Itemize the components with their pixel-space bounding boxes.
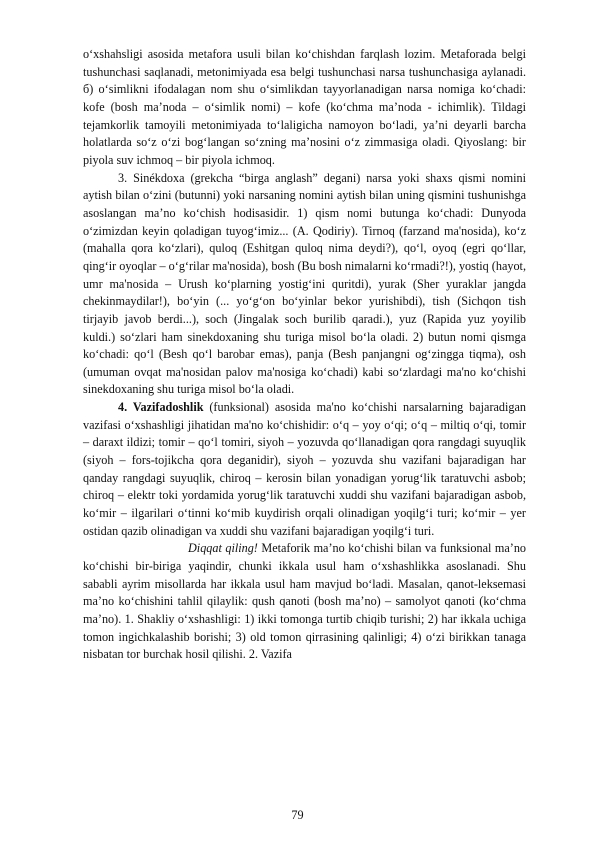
- attention-label: Diqqat qiling!: [188, 541, 258, 556]
- paragraph-metonymy-continued: o‘xshahsligi asosida metafora usuli bilan ko‘chishdan farqlash lozim. Metaforada belgi tushunchasi saqlanadi, metonimiyada esa belgi tushunchasi narsa tushunchasiga aylanadi. б) o‘simlikni ifodalagan nom shu o‘simlikdan tayyorlanadigan narsa nomiga ko‘chadi: kofe (bosh ma’noda – o‘simlik nomi) – kofe (ko‘chma ma’noda - ichimlik). Tildagi tejamkorlik tamoyili metonimiyada to‘laligicha namoyon bo‘ladi, ya’ni deyarli barcha holatlarda so‘z o‘zi bog‘langan so‘zning ma’nosini o‘z zimmasiga oladi. Qiyoslang: bir piyola suv ichmoq – bir piyola ichmoq.: [83, 47, 526, 167]
- paragraph-functional-text: (funksional) asosida ma'no ko‘chishi narsalarning bajaradigan vazifasi o‘xshashligi jihatidan ma'no ko‘chishidir: o‘q – yoy o‘qi; o‘q – miltiq o‘qi, tomir – daraxt ildizi; tomir – qo‘l tomiri, siyoh – yozuvda qo‘llanadigan qora rangdagi suyuqlik (siyoh – fors-tojikcha qora deganidir), siyoh – yozuvda shu vazifani bajaradigan har qanday rangdagi suyuqlik, chiroq – kerosin bilan yonadigan yorug‘lik taratuvchi asbob; chiroq – elektr toki yordamida yorug‘lik taratuvchi xuddi shu vazifani bajaradigan asbob, ko‘mir – ilgarilari o‘tinni ko‘mib kuydirish orqali olinadigan yoqilg‘i turi; ko‘mir – yer ostidan qazib olinadigan va xuddi shu vazifani bajaradigan yoqilg‘i turi.: [83, 400, 526, 538]
- attention-note-text: Metaforik ma’no ko‘chishi bilan va funksional ma’no ko‘chishi bir-biriga yaqindir, chunki ikkala usul ham o‘xshashlikka asoslanadi. Shu sababli ayrim misollarda har ikkala usul ham mavjud bo‘ladi. Masalan, qanot-leksemasi ma’no ko‘chishini tahlil qilaylik: qush qanoti (bosh ma’no) – samolyot qanoti (ko‘chma ma’no). 1. Shakliy o‘xshashligi: 1) ikki tomonga turtib chiqib turishi; 2) har ikkala uchiga tomon ingichkalashib borishi; 3) old tomon qirrasining qalinligi; 4) o‘zi birikkan tanaga nisbatan tor burchak hosil qilishi. 2. Vazifa: [83, 541, 527, 662]
- paragraph-functional-transfer: [83, 399, 526, 540]
- section-heading-functional: 4. Vazifadoshlik: [118, 400, 204, 415]
- paragraph-attention-note: [83, 540, 526, 664]
- paragraph-synecdoche: 3. Sinékdoxa (grekcha “birga anglash” degani) narsa yoki shaxs qismi nomini aytish bilan o‘zini (butunni) yoki narsaning nomini aytish bilan uning qismini tushunishga asoslangan ma’no ko‘chish hodisasidir. 1) qism nomi butunga ko‘chadi: Dunyoda o‘zimizdan keyin qoladigan tuyog‘imiz... (A. Qodiriy). Tirnoq (farzand ma'nosida), ko‘z (mahalla qora ko‘zlari), quloq (Eshitgan quloq nima deydi?), qo‘l, oyoq (egri qo‘llar, qing‘ir oyoqlar – o‘g‘rilar ma'nosida), bosh (Bu bosh nimalarni ko‘rmadi?!), yostiq (hayot, umr ma'nosida – Urush ko‘plarning yostig‘ini quritdi), yurak (Sher yuraklar jangda chekinmaydilar!), bo‘yin (... yo‘g‘on bo‘yinlar bekor yurishibdi), tish (Sichqon tish tirjayib javob berdi...), soch (Jingalak soch burilib qaradi.), yuz (Rapida yuz yoyilib kuldi.) so‘zlari ham sinekdoxaning shu turiga misol bo‘la oladi. 2) butun nomi qismga ko‘chadi: qo‘l (Besh qo‘l barobar emas), panja (Besh panjangni og‘zingga tiqma), osh (umuman ovqat ma'nosidan palov ma'nosiga ko‘chadi) kabi so‘zlardagi ma'no ko‘chishi sinekdoxaning shu turiga misol bo‘la oladi.: [83, 170, 526, 397]
- page-number: 79: [291, 808, 304, 822]
- document-body: [83, 46, 526, 664]
